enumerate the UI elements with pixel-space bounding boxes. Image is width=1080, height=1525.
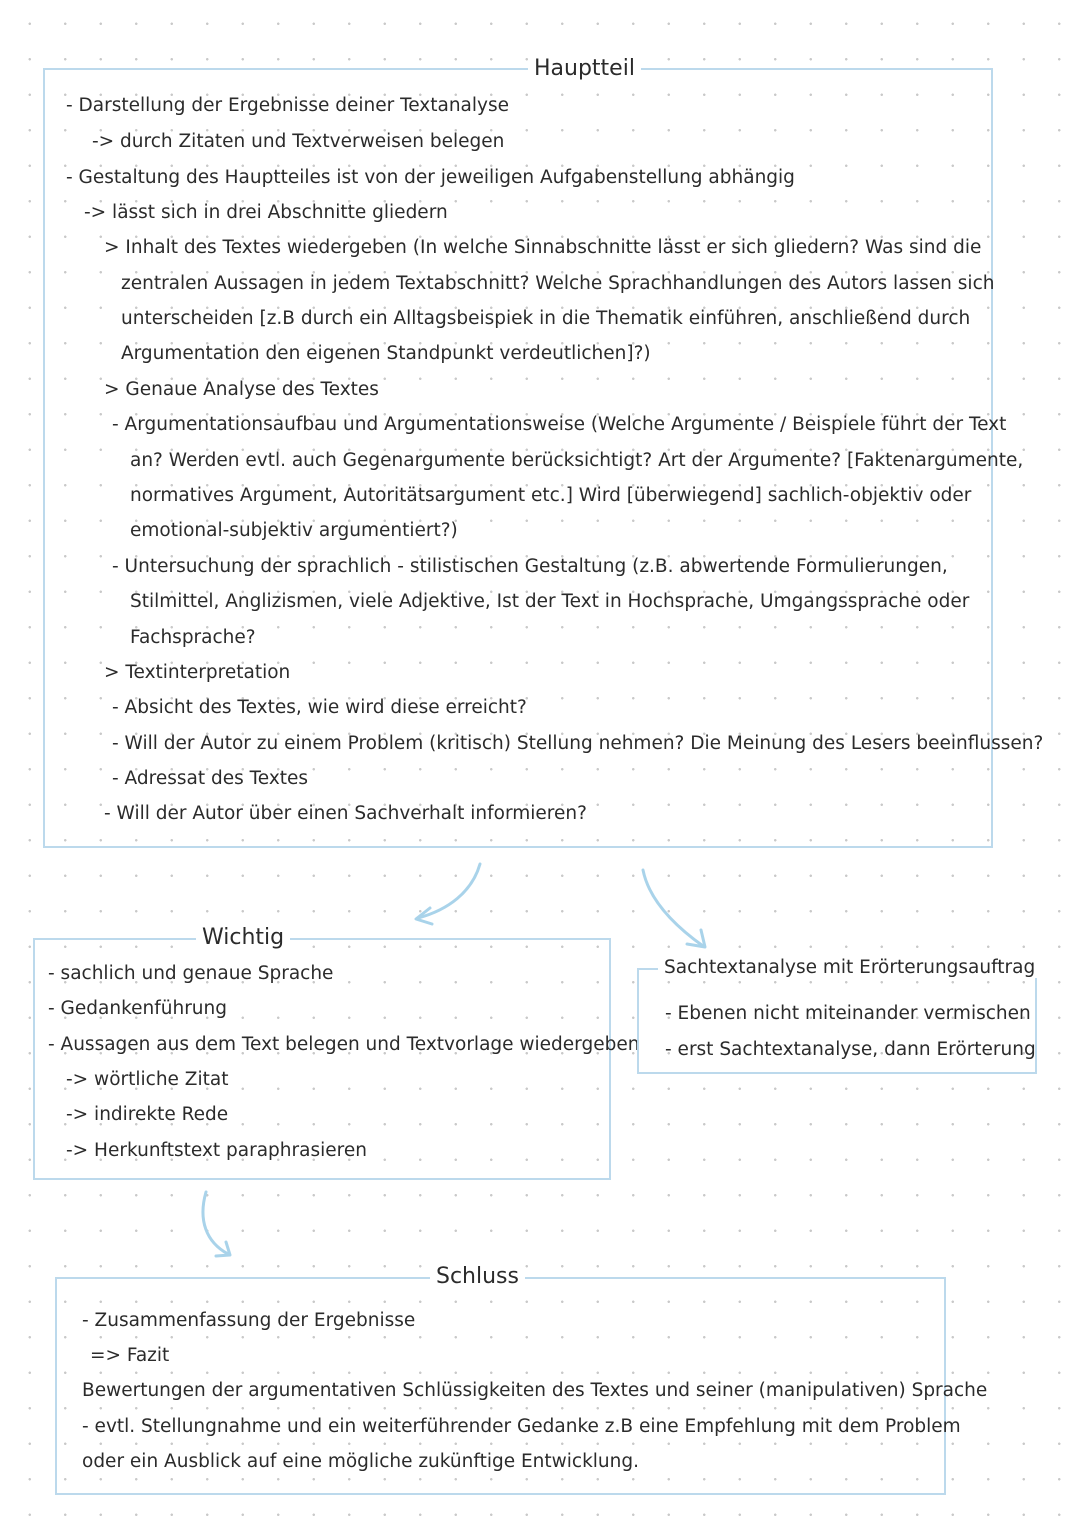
- hauptteil-line: an? Werden evtl. auch Gegenargumente berücksichtigt? Art der Argumente? [Faktenargumente,: [130, 450, 1024, 471]
- wichtig-line: - Gedankenführung: [48, 998, 228, 1019]
- wichtig-line: -> wörtliche Zitat: [66, 1069, 229, 1090]
- wichtig-line: -> Herkunftstext paraphrasieren: [66, 1140, 367, 1161]
- hauptteil-line: zentralen Aussagen in jedem Textabschnitt? Welche Sprachhandlungen des Autors lassen sich: [121, 273, 995, 294]
- wichtig-line: - sachlich und genaue Sprache: [48, 963, 334, 984]
- schluss-line: => Fazit: [90, 1345, 170, 1366]
- hauptteil-line: -> lässt sich in drei Abschnitte gliedern: [84, 202, 448, 223]
- hauptteil-line: - Will der Autor zu einem Problem (kritisch) Stellung nehmen? Die Meinung des Lesers beeinflussen?: [112, 733, 1044, 754]
- sachtext-line: - erst Sachtextanalyse, dann Erörterung: [665, 1039, 1036, 1060]
- hauptteil-line: - Untersuchung der sprachlich - stilistischen Gestaltung (z.B. abwertende Formulierungen,: [112, 556, 948, 577]
- hauptteil-line: > Textinterpretation: [104, 662, 291, 683]
- hauptteil-line: - Absicht des Textes, wie wird diese erreicht?: [112, 697, 527, 718]
- wichtig-title: Wichtig: [196, 925, 290, 950]
- hauptteil-line: - Darstellung der Ergebnisse deiner Textanalyse: [66, 95, 510, 116]
- schluss-line: Bewertungen der argumentativen Schlüssigkeiten des Textes und seiner (manipulativen) Sprache: [82, 1380, 988, 1401]
- hauptteil-line: unterscheiden [z.B durch ein Alltagsbeispiek in die Thematik einführen, anschließend durch: [121, 308, 971, 329]
- hauptteil-line: - Argumentationsaufbau und Argumentationsweise (Welche Argumente / Beispiele führt der Text: [112, 414, 1007, 435]
- hauptteil-title: Hauptteil: [528, 56, 641, 81]
- sachtext-title: Sachtextanalyse mit Erörterungsauftrag: [658, 957, 1041, 978]
- hauptteil-line: > Inhalt des Textes wiedergeben (In welche Sinnabschnitte lässt er sich gliedern? Was sind die: [104, 237, 982, 258]
- hauptteil-line: Fachsprache?: [130, 627, 256, 648]
- wichtig-line: -> indirekte Rede: [66, 1104, 229, 1125]
- hauptteil-line: Stilmittel, Anglizismen, viele Adjektive, Ist der Text in Hochsprache, Umgangssprache oder: [130, 591, 970, 612]
- arrow-to-schluss-icon: [190, 1188, 250, 1268]
- schluss-line: - Zusammenfassung der Ergebnisse: [82, 1310, 416, 1331]
- hauptteil-line: - Gestaltung des Hauptteiles ist von der jeweiligen Aufgabenstellung abhängig: [66, 167, 795, 188]
- hauptteil-line: > Genaue Analyse des Textes: [104, 379, 379, 400]
- hauptteil-line: normatives Argument, Autoritätsargument etc.] Wird [überwiegend] sachlich-objektiv oder: [130, 485, 972, 506]
- schluss-line: oder ein Ausblick auf eine mögliche zukünftige Entwicklung.: [82, 1451, 640, 1472]
- arrow-to-wichtig-icon: [400, 860, 490, 930]
- hauptteil-line: -> durch Zitaten und Textverweisen belegen: [92, 131, 505, 152]
- hauptteil-line: Argumentation den eigenen Standpunkt verdeutlichen]?): [121, 343, 651, 364]
- sachtext-line: - Ebenen nicht miteinander vermischen: [665, 1003, 1031, 1024]
- wichtig-line: - Aussagen aus dem Text belegen und Textvorlage wiedergeben: [48, 1034, 640, 1055]
- schluss-title: Schluss: [430, 1264, 525, 1289]
- arrow-to-sachtext-icon: [635, 866, 725, 956]
- hauptteil-line: - Will der Autor über einen Sachverhalt informieren?: [104, 803, 587, 824]
- hauptteil-line: - Adressat des Textes: [112, 768, 309, 789]
- hauptteil-line: emotional-subjektiv argumentiert?): [130, 520, 458, 541]
- schluss-line: - evtl. Stellungnahme und ein weiterführender Gedanke z.B eine Empfehlung mit dem Problem: [82, 1416, 961, 1437]
